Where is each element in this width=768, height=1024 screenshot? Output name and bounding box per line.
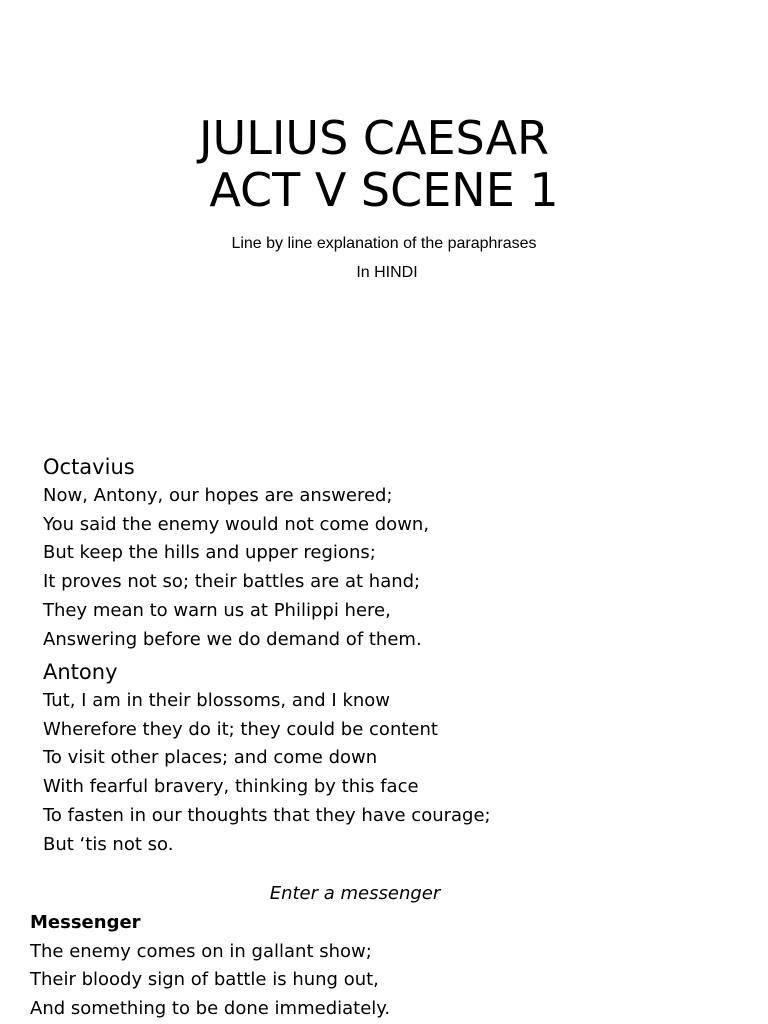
subtitle-line-1: Line by line explanation of the paraphrases: [231, 235, 537, 252]
speaker-name: Messenger: [30, 912, 141, 933]
verse-line: It proves not so; their battles are at hand;: [43, 571, 421, 593]
title-line-2: ACT V SCENE 1: [209, 163, 559, 217]
page-title: [0, 112, 768, 216]
verse-line: To fasten in our thoughts that they have courage;: [43, 804, 491, 826]
verse-line: But keep the hills and upper regions;: [43, 542, 376, 564]
speaker-name: Antony: [43, 660, 118, 684]
subtitle: [0, 229, 768, 287]
speaker-name: Octavius: [43, 455, 135, 479]
speech-octavius: [43, 452, 429, 654]
verse-line: Now, Antony, our hopes are answered;: [43, 485, 393, 506]
verse-line: To visit other places; and come down: [43, 747, 378, 769]
verse-line: Wherefore they do it; they could be content: [43, 718, 438, 740]
speech-antony: [43, 657, 491, 859]
verse-line: Their bloody sign of battle is hung out,: [30, 969, 379, 991]
verse-line: You said the enemy would not come down,: [43, 513, 430, 535]
speech-messenger: [30, 909, 390, 1024]
verse-line: Tut, I am in their blossoms, and I know: [43, 690, 391, 711]
verse-line: Answering before we do demand of them.: [43, 628, 422, 650]
verse-line: The enemy comes on in gallant show;: [30, 940, 372, 962]
stage-direction: Enter a messenger: [269, 883, 441, 904]
verse-line: With fearful bravery, thinking by this face: [43, 776, 419, 798]
verse-line: They mean to warn us at Philippi here,: [43, 599, 391, 621]
subtitle-line-2: In HINDI: [356, 264, 418, 281]
verse-line: But ‘tis not so.: [43, 833, 174, 855]
title-line-1: JULIUS CAESAR: [198, 111, 550, 165]
verse-line: And something to be done immediately.: [30, 998, 391, 1020]
